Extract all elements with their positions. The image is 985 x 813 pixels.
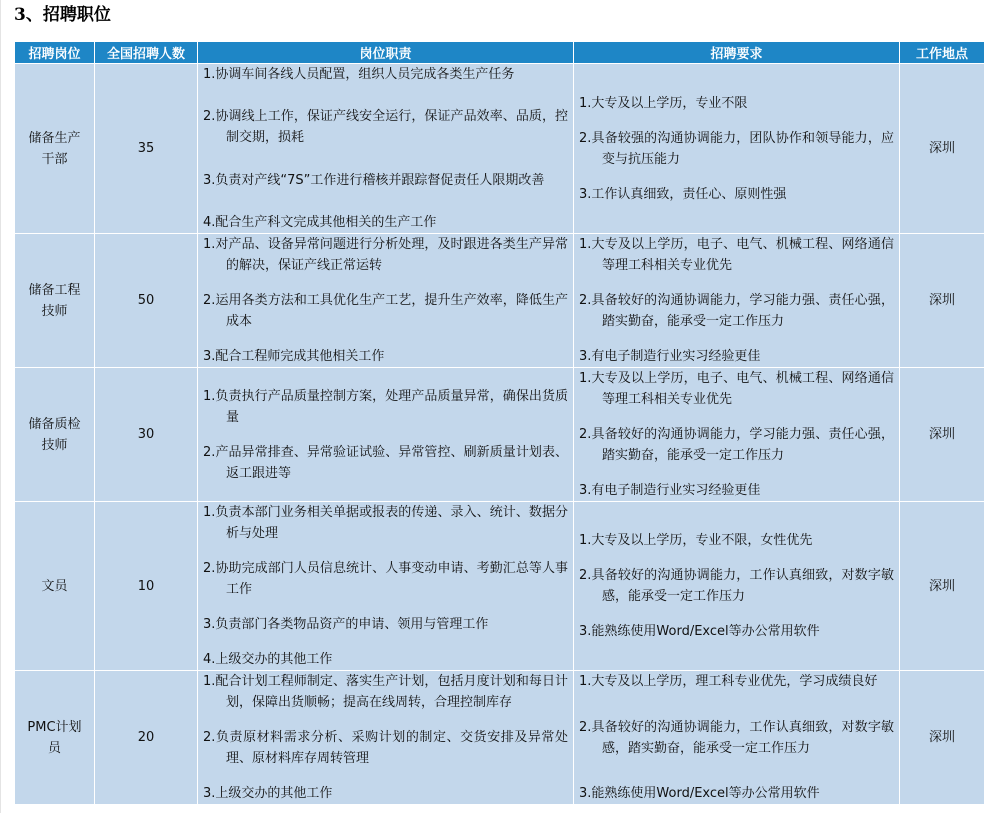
location-cell: 深圳 <box>900 64 985 234</box>
duty-item: 1.负责本部门业务相关单据或报表的传递、录入、统计、数据分析与处理 <box>203 505 568 541</box>
duty-item: 4.配合生产科文完成其他相关的生产工作 <box>203 214 437 230</box>
duty-item: 2.负责原材料需求分析、采购计划的制定、交货安排及异常处理、原材料库存周转管理 <box>203 730 568 766</box>
duties-cell <box>198 234 574 368</box>
duty-item: 2.运用各类方法和工具优化生产工艺，提升生产效率，降低生产成本 <box>203 293 568 329</box>
requirement-item: 1.大专及以上学历，专业不限 <box>579 95 748 111</box>
requirement-item: 2.具备较强的沟通协调能力，团队协作和领导能力，应变与抗压能力 <box>579 130 894 167</box>
position-cell: 文员 <box>15 502 95 671</box>
count-cell: 35 <box>95 64 198 234</box>
duties-cell <box>198 671 574 805</box>
header-duties: 岗位职责 <box>198 42 574 64</box>
table-row <box>15 234 985 368</box>
requirement-item: 2.具备较好的沟通协调能力，学习能力强、责任心强，踏实勤奋，能承受一定工作压力 <box>579 427 894 463</box>
duty-item: 1.配合计划工程师制定、落实生产计划，包括月度计划和每日计划，保障出货顺畅；提高在线周转，合理控制库存 <box>203 674 568 710</box>
position-cell: PMC计划员 <box>15 671 95 805</box>
requirements-cell <box>574 502 900 671</box>
requirement-item: 3.有电子制造行业实习经验更佳 <box>579 483 761 498</box>
jobs-table <box>14 41 985 805</box>
duty-item: 3.负责对产线“7S”工作进行稽核并跟踪督促责任人限期改善 <box>203 172 545 188</box>
duty-item: 1.对产品、设备异常问题进行分析处理，及时跟进各类生产异常的解决，保证产线正常运转 <box>203 237 568 273</box>
position-cell: 储备质检技师 <box>15 368 95 502</box>
count-cell: 50 <box>95 234 198 368</box>
requirements-cell <box>574 234 900 368</box>
location-cell: 深圳 <box>900 671 985 805</box>
duty-item: 2.产品异常排查、异常验证试验、异常管控、刷新质量计划表、返工跟进等 <box>203 444 568 481</box>
header-location: 工作地点 <box>900 42 985 64</box>
header-count: 全国招聘人数 <box>95 42 198 64</box>
requirements-cell <box>574 64 900 234</box>
duties-cell <box>198 502 574 671</box>
location-cell: 深圳 <box>900 368 985 502</box>
requirement-item: 1.大专及以上学历，电子、电气、机械工程、网络通信等理工科相关专业优先 <box>579 371 894 407</box>
duties-cell <box>198 368 574 502</box>
section-title: 3、招聘职位 <box>14 5 111 25</box>
table-row <box>15 64 985 234</box>
requirement-item: 1.大专及以上学历，电子、电气、机械工程、网络通信等理工科相关专业优先 <box>579 237 894 273</box>
duty-item: 2.协调线上工作，保证产线安全运行，保证产品效率、品质，控制交期，损耗 <box>203 109 568 146</box>
table-row <box>15 671 985 805</box>
count-cell: 10 <box>95 502 198 671</box>
requirement-item: 3.有电子制造行业实习经验更佳 <box>579 349 761 364</box>
requirement-item: 1.大专及以上学历，理工科专业优先，学习成绩良好 <box>579 674 878 689</box>
location-cell: 深圳 <box>900 234 985 368</box>
requirement-item: 3.能熟练使用Word/Excel等办公常用软件 <box>579 624 820 639</box>
table-row <box>15 368 985 502</box>
requirement-item: 1.大专及以上学历，专业不限，女性优先 <box>579 533 813 548</box>
duty-item: 3.负责部门各类物品资产的申请、领用与管理工作 <box>203 617 489 632</box>
table-row <box>15 502 985 671</box>
position-cell: 储备生产干部 <box>15 64 95 234</box>
duty-item: 1.协调车间各线人员配置，组织人员完成各类生产任务 <box>203 67 515 82</box>
duty-item: 3.配合工程师完成其他相关工作 <box>203 349 385 364</box>
requirement-item: 3.工作认真细致，责任心、原则性强 <box>579 186 787 202</box>
duty-item: 3.上级交办的其他工作 <box>203 786 333 801</box>
header-row <box>15 42 985 64</box>
requirement-item: 2.具备较好的沟通协调能力，工作认真细致，对数字敏感，踏实勤奋，能承受一定工作压力 <box>579 719 894 756</box>
duty-item: 4.上级交办的其他工作 <box>203 652 333 667</box>
duty-item: 2.协助完成部门人员信息统计、人事变动申请、考勤汇总等人事工作 <box>203 561 568 597</box>
header-position: 招聘岗位 <box>15 42 95 64</box>
requirement-item: 2.具备较好的沟通协调能力，学习能力强、责任心强，踏实勤奋，能承受一定工作压力 <box>579 293 894 329</box>
count-cell: 30 <box>95 368 198 502</box>
count-cell: 20 <box>95 671 198 805</box>
requirements-cell <box>574 671 900 805</box>
location-cell: 深圳 <box>900 502 985 671</box>
requirements-cell <box>574 368 900 502</box>
header-requirements: 招聘要求 <box>574 42 900 64</box>
position-cell: 储备工程技师 <box>15 234 95 368</box>
requirement-item: 3.能熟练使用Word/Excel等办公常用软件 <box>579 786 820 801</box>
duties-cell <box>198 64 574 234</box>
requirement-item: 2.具备较好的沟通协调能力，工作认真细致，对数字敏感，能承受一定工作压力 <box>579 568 894 604</box>
duty-item: 1.负责执行产品质量控制方案，处理产品质量异常，确保出货质量 <box>203 388 568 425</box>
